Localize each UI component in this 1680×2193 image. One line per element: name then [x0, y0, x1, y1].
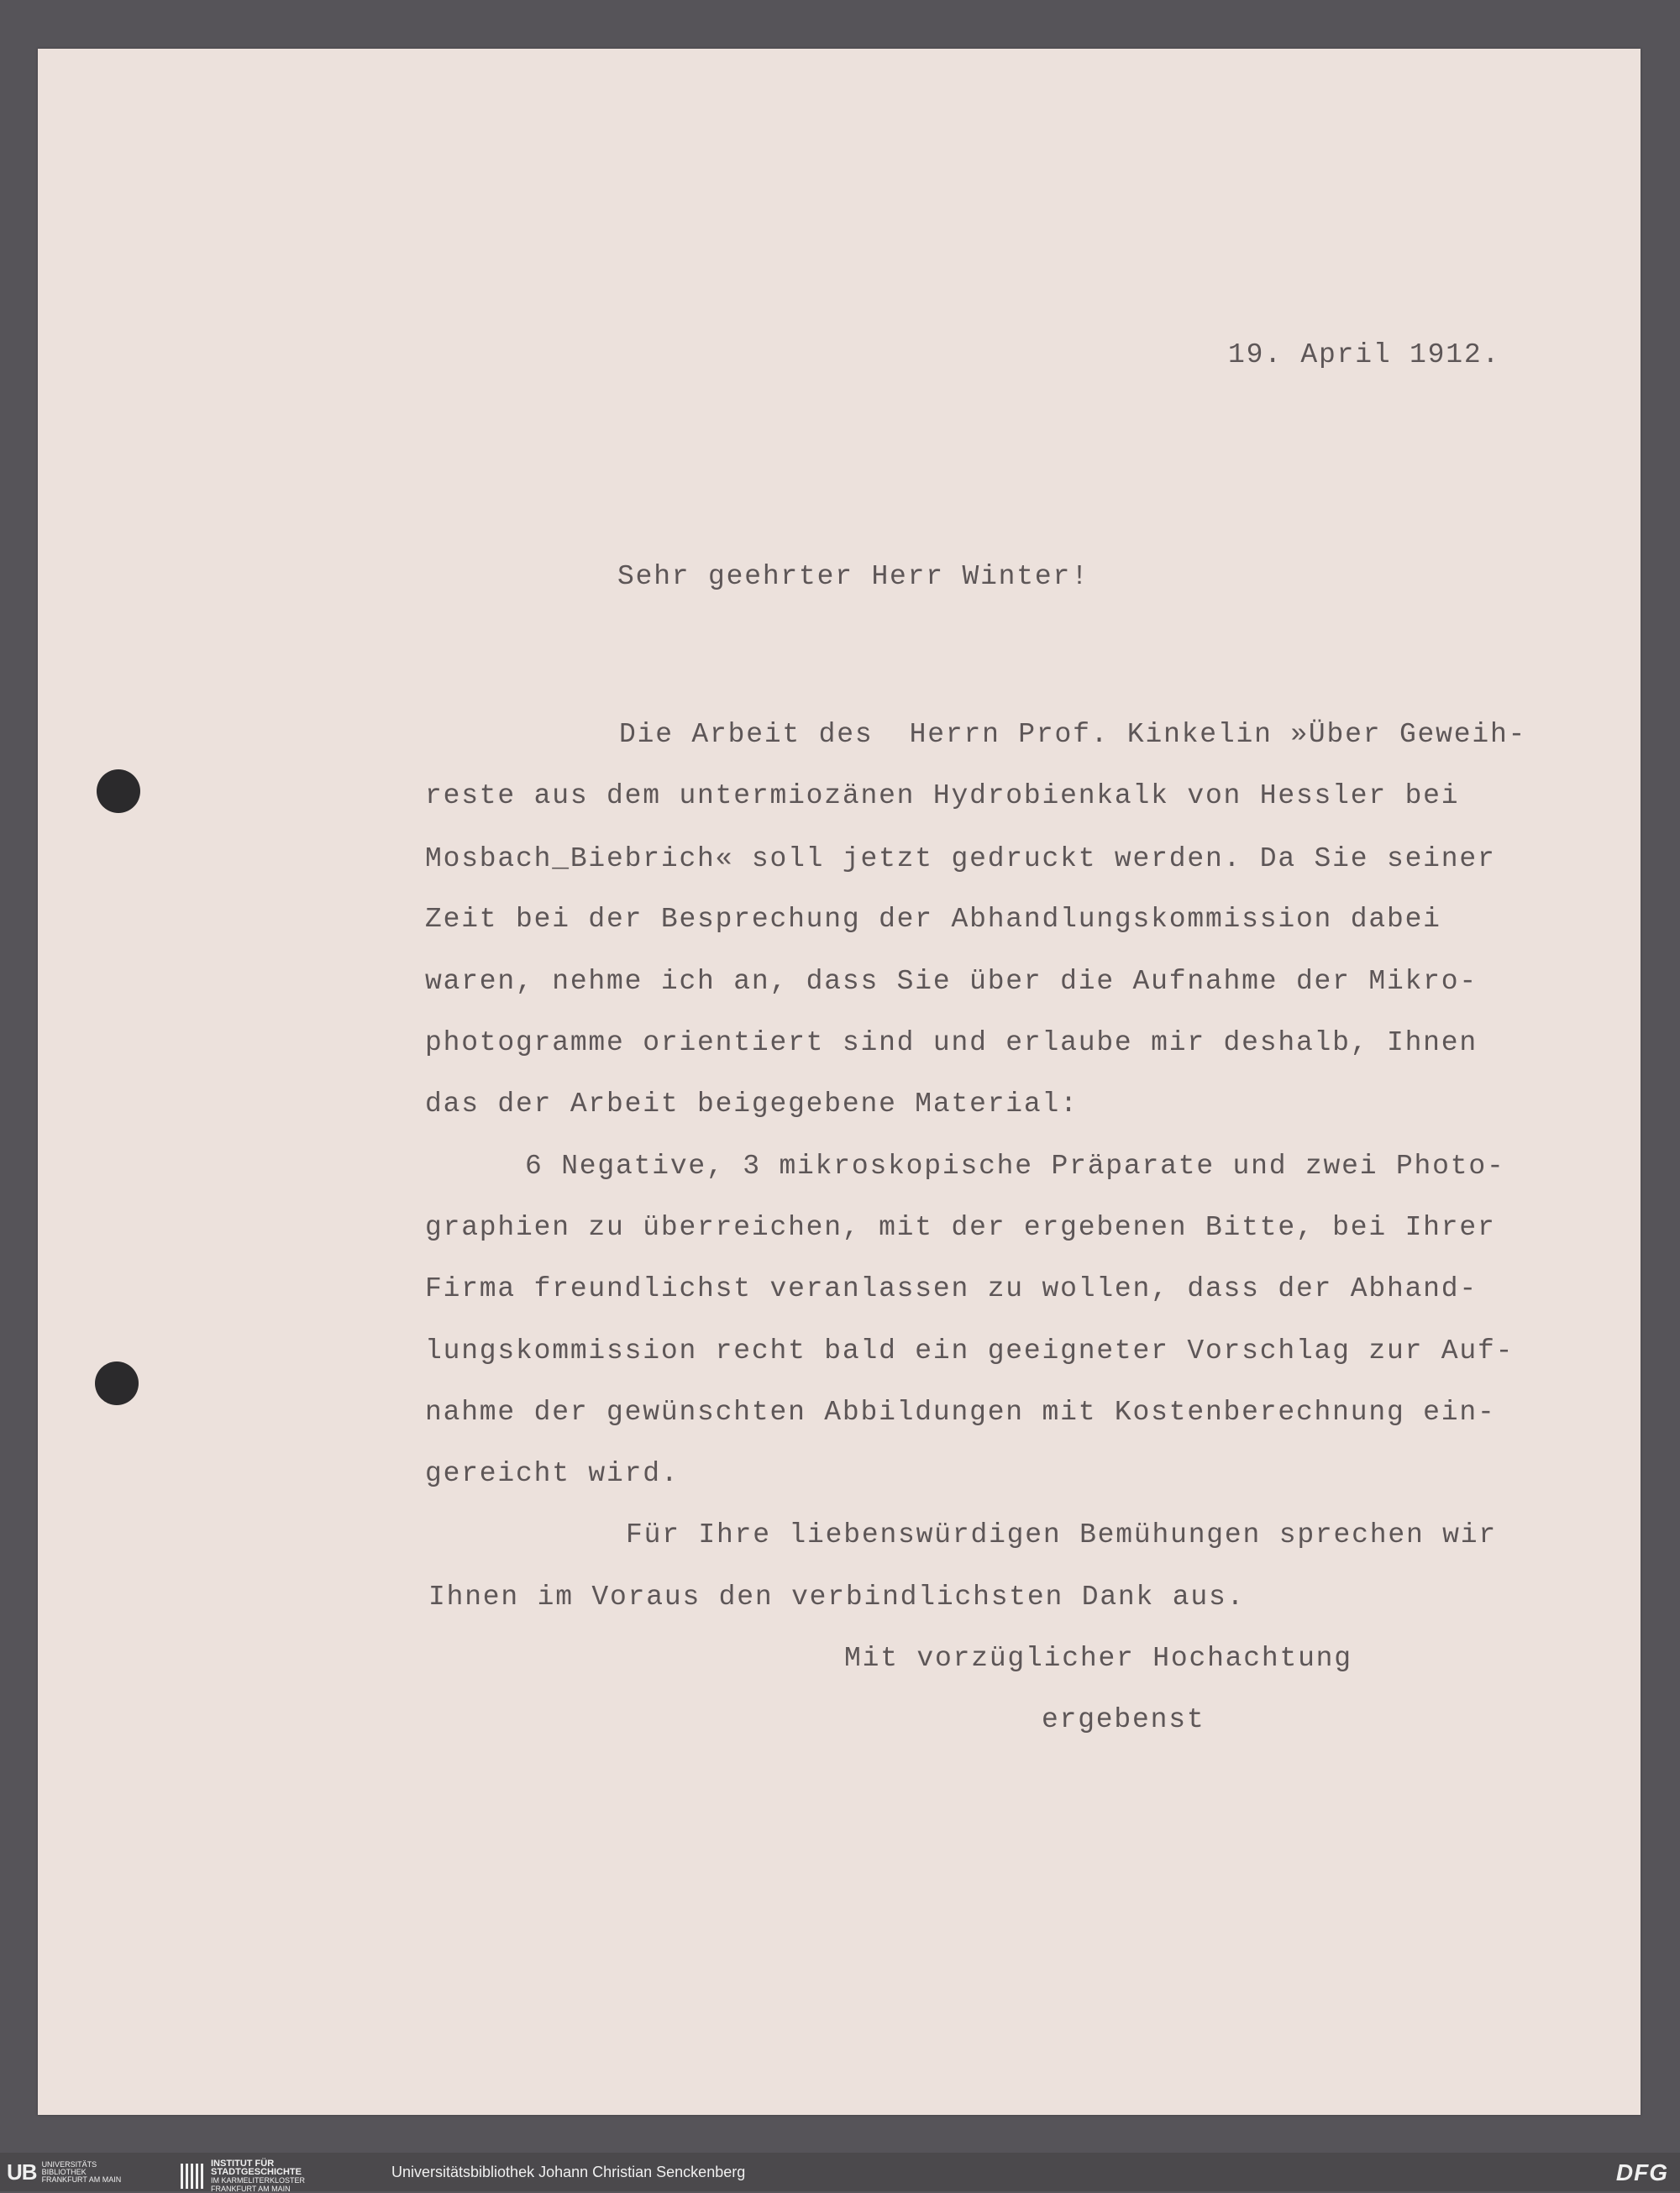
ub-logo-text — [42, 2161, 122, 2184]
ifs-icon — [181, 2164, 206, 2189]
ifs-logo-text — [211, 2159, 305, 2193]
letter-closing: Mit vorzüglicher Hochachtung — [844, 1643, 1352, 1674]
letter-line: Firma freundlichst veranlassen zu wollen, dass der Abhand- — [425, 1273, 1478, 1304]
ifs-line-4: FRANKFURT AM MAIN — [211, 2185, 291, 2193]
library-name: Universitätsbibliothek Johann Christian Senckenberg — [391, 2164, 746, 2180]
punch-hole-top — [97, 769, 140, 813]
punch-hole-bottom — [95, 1361, 139, 1405]
footer-bar — [0, 2153, 1680, 2191]
letter-line: das der Arbeit beigegebene Material: — [425, 1089, 1079, 1120]
ub-mark: UB — [7, 2159, 37, 2185]
ifs-logo — [181, 2159, 305, 2193]
letter-line: Die Arbeit des Herrn Prof. Kinkelin »Über Geweih- — [619, 719, 1527, 750]
letter-line: nahme der gewünschten Abbildungen mit Kostenberechnung ein- — [425, 1397, 1496, 1428]
letter-signoff: ergebenst — [1042, 1704, 1205, 1735]
ub-line-2: BIBLIOTHEK — [41, 2167, 87, 2176]
letter-line: Ihnen im Voraus den verbindlichsten Dank aus. — [428, 1582, 1246, 1613]
ifs-line-1: INSTITUT FÜR — [211, 2159, 275, 2169]
letter-line: gereicht wird. — [425, 1458, 680, 1489]
letter-line: photogramme orientiert sind und erlaube mir deshalb, Ihnen — [425, 1027, 1478, 1058]
dfg-logo: DFG — [1615, 2159, 1668, 2185]
letter-salutation: Sehr geehrter Herr Winter! — [617, 561, 1089, 592]
letter-line: reste aus dem untermiozänen Hydrobienkalk von Hessler bei — [425, 780, 1460, 811]
letter-line: waren, nehme ich an, dass Sie über die Aufnahme der Mikro- — [425, 966, 1478, 997]
ifs-line-3: IM KARMELITERKLOSTER — [211, 2176, 306, 2185]
letter-line: Für Ihre liebenswürdigen Bemühungen sprechen wir — [626, 1519, 1497, 1550]
letter-line: lungskommission recht bald ein geeigneter Vorschlag zur Auf- — [425, 1335, 1515, 1367]
letter-line: 6 Negative, 3 mikroskopische Präparate und zwei Photo- — [525, 1151, 1505, 1182]
letter-page — [38, 49, 1641, 2115]
ub-line-1: UNIVERSITÄTS — [41, 2159, 97, 2169]
letter-line: graphien zu überreichen, mit der ergebenen Bitte, bei Ihrer — [425, 1212, 1496, 1243]
letter-line: Zeit bei der Besprechung der Abhandlungskommission dabei — [425, 904, 1441, 935]
letter-line: Mosbach_Biebrich« soll jetzt gedruckt werden. Da Sie seiner — [425, 843, 1496, 874]
ub-logo — [7, 2159, 121, 2185]
letter-date: 19. April 1912. — [1228, 339, 1501, 370]
ub-line-3: FRANKFURT AM MAIN — [41, 2175, 122, 2184]
ifs-line-2: STADTGESCHICHTE — [211, 2167, 302, 2177]
